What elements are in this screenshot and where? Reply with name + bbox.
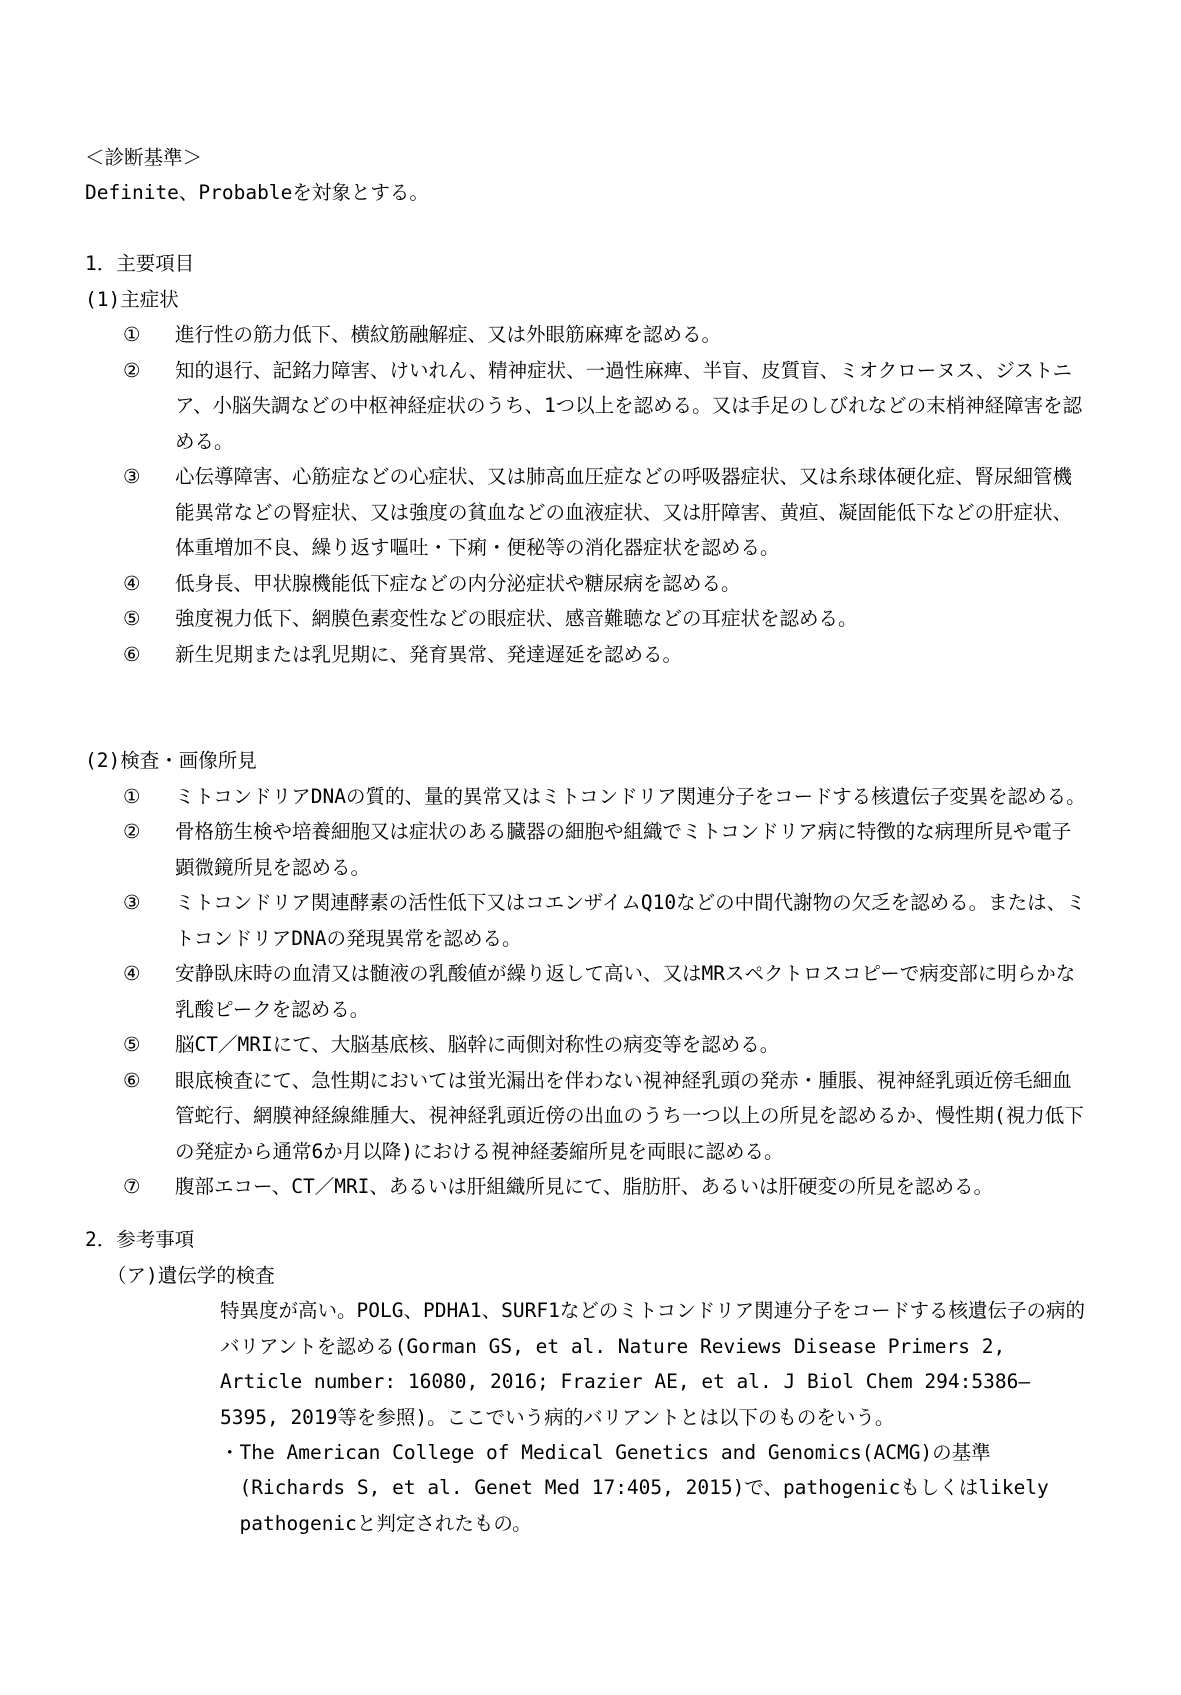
bullet-item <box>220 1435 1086 1541</box>
list-item <box>123 814 1086 885</box>
list-marker: ④ <box>123 962 141 986</box>
list-item <box>123 637 1086 672</box>
list-item-text: 脳CT／MRIにて、大脳基底核、脳幹に両側対称性の病変等を認める。 <box>175 1033 780 1057</box>
bullet-item-text: The American College of Medical Genetics and Genomics(ACMG)の基準(Richards S, et al. Genet Med 17:405, 2015)で、pathogenicもしくはlikely pathogenicと判定されたもの。 <box>239 1440 1049 1535</box>
list-item <box>123 353 1086 459</box>
list-marker: ① <box>123 323 141 347</box>
section-2-title: 2．参考事項 <box>85 1228 195 1252</box>
list-marker: ⑤ <box>123 607 141 631</box>
list-item <box>123 1169 1086 1204</box>
list-marker: ⑤ <box>123 1033 141 1057</box>
list-item-text: 心伝導障害、心筋症などの心症状、又は肺高血圧症などの呼吸器症状、又は糸球体硬化症、腎尿細管機能異常などの腎症状、又は強度の貧血などの血液症状、又は肝障害、黄疸、凝固能低下などの肝症状、体重増加不良、繰り返す嘔吐・下痢・便秘等の消化器症状を認める。 <box>175 465 1073 560</box>
list-item-text: 腹部エコー、CT／MRI、あるいは肝組織所見にて、脂肪肝、あるいは肝硬変の所見を認める。 <box>175 1175 994 1199</box>
list-marker: ⑦ <box>123 1175 141 1199</box>
list-marker: ③ <box>123 891 141 915</box>
list-item-text: 強度視力低下、網膜色素変性などの眼症状、感音難聴などの耳症状を認める。 <box>175 607 858 631</box>
document-body <box>85 140 1086 1541</box>
section-2-paragraph: 特異度が高い。POLG、PDHA1、SURF1などのミトコンドリア関連分子をコードする核遺伝子の病的バリアントを認める(Gorman GS, et al. Nature Reviews Disease Primers 2, Article number: 16080, 2016; Frazier AE, et al. J Biol Chem 294:5386—5395, 2019等を参照)。ここでいう病的バリアントとは以下のものをいう。 <box>220 1299 1085 1429</box>
list-item <box>123 885 1086 956</box>
list-item-text: 骨格筋生検や培養細胞又は症状のある臓器の細胞や組織でミトコンドリア病に特徴的な病理所見や電子顕微鏡所見を認める。 <box>175 820 1072 879</box>
list-marker: ⑥ <box>123 1068 141 1092</box>
list-item <box>123 956 1086 1027</box>
spacer <box>85 672 1086 707</box>
list-marker: ② <box>123 820 141 844</box>
section-1-title: 1．主要項目 <box>85 252 195 276</box>
list-item <box>123 1027 1086 1062</box>
spacer <box>85 708 1086 743</box>
list-item-text: 知的退行、記銘力障害、けいれん、精神症状、一過性麻痺、半盲、皮質盲、ミオクローヌス、ジストニア、小脳失調などの中枢神経症状のうち、1つ以上を認める。又は手足のしびれなどの末梢神経障害を認める。 <box>175 358 1083 453</box>
section-1-subsection-1-title: (1)主症状 <box>85 287 179 311</box>
list-marker: ③ <box>123 465 141 489</box>
document-subheading: Definite、Probableを対象とする。 <box>85 181 429 205</box>
document-heading: ＜診断基準＞ <box>85 146 203 169</box>
list-item <box>123 459 1086 565</box>
list-item <box>123 566 1086 601</box>
list-item <box>123 779 1086 814</box>
list-item <box>123 317 1086 352</box>
list-item-text: ミトコンドリア関連酵素の活性低下又はコエンザイムQ10などの中間代謝物の欠乏を認める。または、ミトコンドリアDNAの発現異常を認める。 <box>175 891 1086 950</box>
list-item <box>123 601 1086 636</box>
list-item-text: 進行性の筋力低下、横紋筋融解症、又は外眼筋麻痺を認める。 <box>175 323 722 347</box>
list-item-text: 眼底検査にて、急性期においては蛍光漏出を伴わない視神経乳頭の発赤・腫脹、視神経乳頭近傍毛細血管蛇行、網膜神経線維腫大、視神経乳頭近傍の出血のうち一つ以上の所見を認めるか、慢性期(視力低下の発症から通常6か月以降)における視神経萎縮所見を両眼に認める。 <box>175 1068 1084 1163</box>
list-item-text: 安静臥床時の血清又は髄液の乳酸値が繰り返して高い、又はMRスペクトロスコピーで病変部に明らかな乳酸ピークを認める。 <box>175 962 1076 1021</box>
section-1-subsection-2-title: (2)検査・画像所見 <box>85 749 257 773</box>
section-2-subsection-1-title: （ア)遺伝学的検査 <box>107 1263 275 1287</box>
list-item-text: 低身長、甲状腺機能低下症などの内分泌症状や糖尿病を認める。 <box>175 571 741 595</box>
spacer <box>85 1205 1086 1223</box>
bullet-marker: ・ <box>220 1440 240 1464</box>
list-item <box>123 1063 1086 1169</box>
list-item-text: 新生児期または乳児期に、発育異常、発達遅延を認める。 <box>175 642 683 666</box>
list-marker: ② <box>123 358 141 382</box>
list-item-text: ミトコンドリアDNAの質的、量的異常又はミトコンドリア関連分子をコードする核遺伝子変異を認める。 <box>175 784 1086 808</box>
list-marker: ① <box>123 784 141 808</box>
list-marker: ⑥ <box>123 642 141 666</box>
spacer <box>85 211 1086 246</box>
list-marker: ④ <box>123 571 141 595</box>
